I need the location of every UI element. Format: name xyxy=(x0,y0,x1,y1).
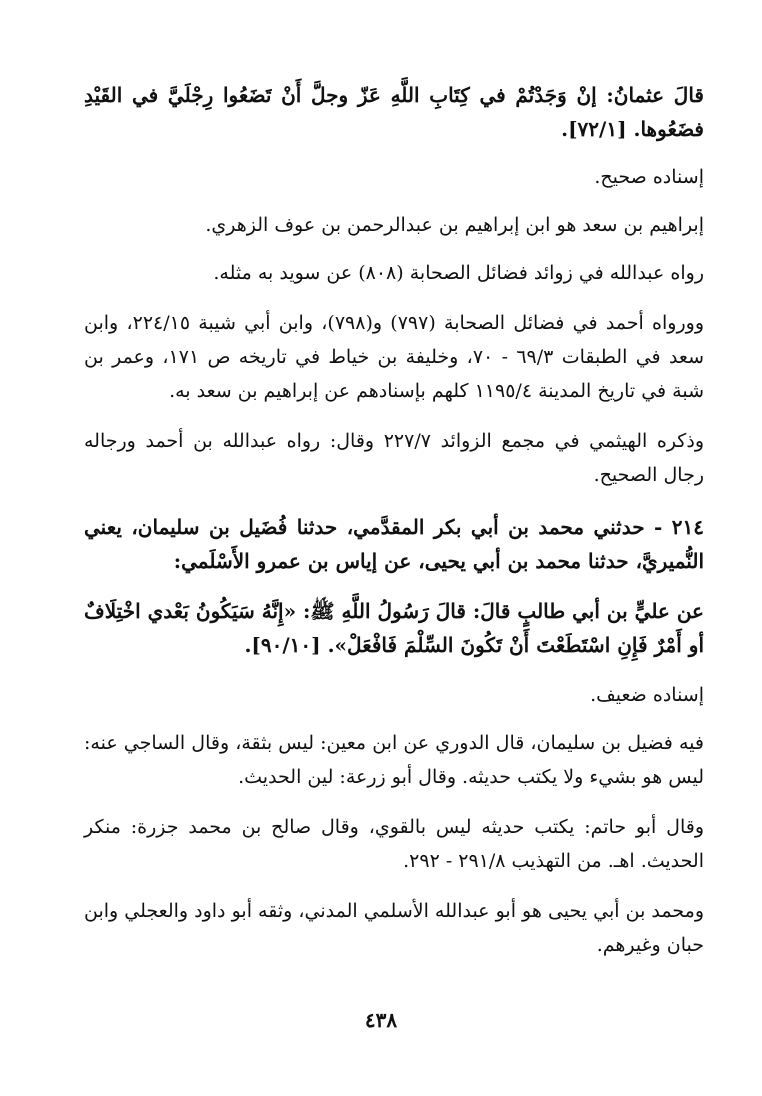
narrator-muhammad: ومحمد بن أبي يحيى هو أبو عبدالله الأسلمي المدني، وثقه أبو داود والعجلي وابن حبان وغيرهم. xyxy=(84,900,704,956)
page-number: ٤٣٨ xyxy=(364,1008,398,1032)
isnad-weak: إسناده ضعيف. xyxy=(590,684,704,706)
narrator-abu-hatim: وقال أبو حاتم: يكتب حديثه ليس بالقوي، وقال صالح بن محمد جزرة: منكر الحديث. اهـ. من التهذيب ٢٩١/٨ - ٢٩٢. xyxy=(84,816,704,872)
takhrij-abdullah: رواه عبدالله في زوائد فضائل الصحابة (٨٠٨) عن سويد به مثله. xyxy=(213,262,704,284)
takhrij-haythami: وذكره الهيثمي في مجمع الزوائد ٢٢٧/٧ وقال: رواه عبدالله بن أحمد ورجاله رجال الصحيح. xyxy=(84,430,704,486)
hadith-text-uthman: قالَ عثمانُ: إنْ وَجَدْتُمْ في كِتَابِ اللَّهِ عَزّ وجلَّ أَنْ تَضَعُوا رِجْلَيَّ في القَيْدِ فضَعُوها. [٧٢/١]. xyxy=(84,83,704,141)
narrator-note: إبراهيم بن سعد هو ابن إبراهيم بن عبدالرحمن بن عوف الزهري. xyxy=(205,214,704,236)
narrator-fudayl: فيه فضيل بن سليمان، قال الدوري عن ابن معين: ليس بثقة، وقال الساجي عنه: ليس هو بشيء ولا يكتب حديثه. وقال أبو زرعة: لين الحديث. xyxy=(84,732,704,788)
page-body xyxy=(84,78,704,962)
hadith-214-chain: ٢١٤ - حدثني محمد بن أبي بكر المقدَّمي، حدثنا فُضَيل بن سليمان، يعني النُّميريَّ، حدثنا محمد بن أبي يحيى، عن إياس بن عمرو الأَسْلَمي: xyxy=(84,515,704,573)
takhrij-ahmad: وورواه أحمد في فضائل الصحابة (٧٩٧) و(٧٩٨)، وابن أبي شيبة ٢٢٤/١٥، وابن سعد في الطبقات ٦٩/٣ - ٧٠، وخليفة بن خياط في تاريخه ص ١٧١، وعمر بن شبة في تاريخ المدينة ١١٩٥/٤ كلهم بإسنادهم عن إبراهيم بن سعد به. xyxy=(84,312,705,402)
hadith-214-text: عن عليٍّ بن أبي طالبٍ قالَ: قالَ رَسُولُ اللَّهِ ﷺ: «إِنَّهُ سَيَكُونُ بَعْدي اخْتِلَافٌ أو أَمْرٌ فَإِنِ اسْتَطَعْتَ أَنْ تَكُونَ السِّلْمَ فَافْعَلْ». [٩٠/١٠]. xyxy=(84,599,704,657)
isnad-grade: إسناده صحيح. xyxy=(594,166,704,188)
